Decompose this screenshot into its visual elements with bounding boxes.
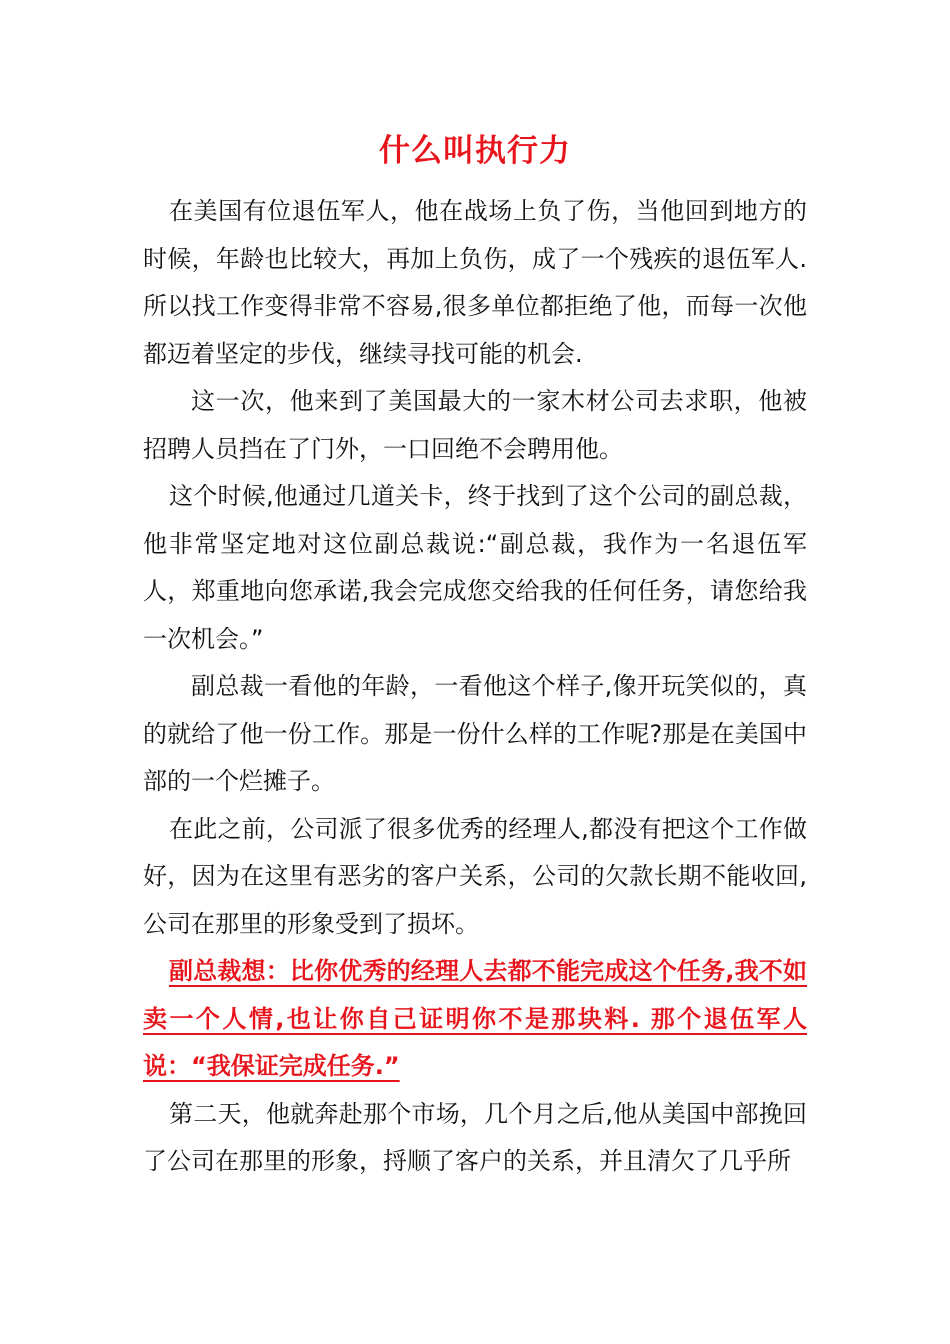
paragraph-7: 第二天，他就奔赴那个市场，几个月之后,他从美国中部挽回了公司在那里的形象，捋顺了客户的关系，并且清欠了几乎所 xyxy=(143,1099,807,1175)
document-title: 什么叫执行力 xyxy=(379,133,571,169)
paragraph-5: 在此之前，公司派了很多优秀的经理人,都没有把这个工作做好，因为在这里有恶劣的客户关系，公司的欠款长期不能收回,公司在那里的形象受到了损坏。 xyxy=(143,814,807,938)
paragraph-1: 在美国有位退伍军人，他在战场上负了伤，当他回到地方的时候，年龄也比较大，再加上负伤，成了一个残疾的退伍军人.所以找工作变得非常不容易,很多单位都拒绝了他，而每一次他都迈着坚定的步伐，继续寻找可能的机会. xyxy=(143,197,807,368)
emphasis-paragraph xyxy=(143,948,807,1091)
document-body xyxy=(143,188,807,1186)
paragraph-4: 副总裁一看他的年龄，一看他这个样子,像开玩笑似的，真的就给了他一份工作。那是一份什么样的工作呢?那是在美国中部的一个烂摊子。 xyxy=(143,672,807,795)
paragraph-2: 这一次，他来到了美国最大的一家木材公司去求职，他被招聘人员挡在了门外，一口回绝不会聘用他。 xyxy=(143,387,807,463)
emphasis-paragraph-text: 副总裁想：比你优秀的经理人去都不能完成这个任务,我不如卖一个人情,也让你自己证明你不是那块料. 那个退伍军人说：“我保证完成任务.” xyxy=(143,957,807,1080)
paragraph-3: 这个时候,他通过几道关卡，终于找到了这个公司的副总裁，他非常坚定地对这位副总裁说:“副总裁，我作为一名退伍军人，郑重地向您承诺,我会完成您交给我的任何任务，请您给我一次机会。” xyxy=(143,482,807,653)
